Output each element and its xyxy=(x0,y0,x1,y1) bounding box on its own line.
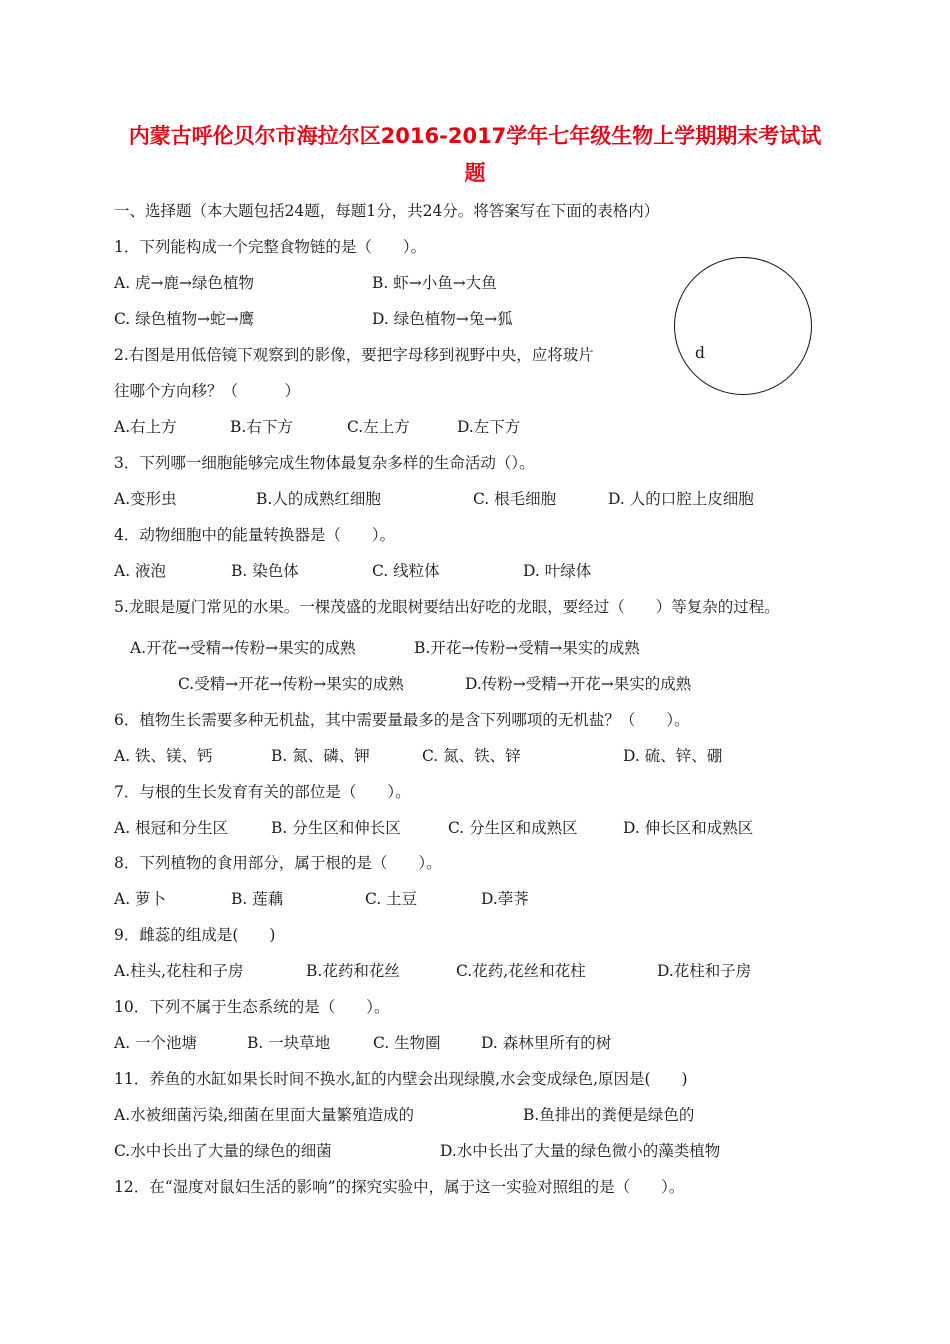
q3-option-d: D. 人的口腔上皮细胞 xyxy=(608,490,754,508)
q9-option-c: C.花药,花丝和花柱 xyxy=(456,962,586,980)
q9-option-d: D.花柱和子房 xyxy=(657,962,752,980)
q10-option-b: B. 一块草地 xyxy=(247,1034,331,1052)
q8-option-c: C. 土豆 xyxy=(365,890,418,908)
q5-option-d: D.传粉→受精→开花→果实的成熟 xyxy=(465,675,692,693)
q4-option-b: B. 染色体 xyxy=(231,562,299,580)
q1-option-d: D. 绿色植物→兔→狐 xyxy=(372,310,513,328)
q11-option-d: D.水中长出了大量的绿色微小的藻类植物 xyxy=(440,1142,721,1160)
q8-option-b: B. 莲藕 xyxy=(231,890,284,908)
document-title-line1: 内蒙古呼伦贝尔市海拉尔区2016-2017学年七年级生物上学期期末考试试 xyxy=(128,124,822,148)
q8-option-a: A. 萝卜 xyxy=(114,890,167,908)
q11-option-b: B.鱼排出的粪便是绿色的 xyxy=(523,1106,695,1124)
q4-option-c: C. 线粒体 xyxy=(372,562,440,580)
q4-option-d: D. 叶绿体 xyxy=(523,562,592,580)
q3-option-a: A.变形虫 xyxy=(114,490,177,508)
q2-option-a: A.右上方 xyxy=(114,418,177,436)
q4-option-a: A. 液泡 xyxy=(114,562,167,580)
q2-option-c: C.左上方 xyxy=(347,418,410,436)
q10-option-c: C. 生物圈 xyxy=(373,1034,441,1052)
q5-option-a: A.开花→受精→传粉→果实的成熟 xyxy=(130,639,356,657)
q7-option-b: B. 分生区和伸长区 xyxy=(271,819,401,837)
q1-option-b: B. 虾→小鱼→大鱼 xyxy=(372,274,497,292)
microscope-view-circle xyxy=(674,257,812,395)
q5-option-b: B.开花→传粉→受精→果实的成熟 xyxy=(414,639,640,657)
q5-stem: 5.龙眼是厦门常见的水果。一棵茂盛的龙眼树要结出好吃的龙眼，要经过（ ）等复杂的过程。 xyxy=(114,598,780,616)
q7-option-a: A. 根冠和分生区 xyxy=(114,819,229,837)
q1-option-a: A. 虎→鹿→绿色植物 xyxy=(114,274,255,292)
q3-option-b: B.人的成熟红细胞 xyxy=(256,490,381,508)
document-title-line2: 题 xyxy=(464,161,486,185)
q3-stem: 3．下列哪一细胞能够完成生物体最复杂多样的生命活动（）。 xyxy=(114,454,535,472)
q6-stem: 6．植物生长需要多种无机盐，其中需要量最多的是含下列哪项的无机盐？（ ）。 xyxy=(114,711,690,729)
q9-option-a: A.柱头,花柱和子房 xyxy=(114,962,244,980)
q10-stem: 10．下列不属于生态系统的是（ ）。 xyxy=(114,998,390,1016)
figure-letter: d xyxy=(695,344,705,362)
q2-option-b: B.右下方 xyxy=(230,418,293,436)
q2-option-d: D.左下方 xyxy=(457,418,521,436)
q9-stem: 9．雌蕊的组成是( ) xyxy=(114,926,276,944)
q8-stem: 8．下列植物的食用部分，属于根的是（ ）。 xyxy=(114,854,442,872)
q7-option-d: D. 伸长区和成熟区 xyxy=(623,819,754,837)
q7-option-c: C. 分生区和成熟区 xyxy=(448,819,578,837)
q9-option-b: B.花药和花丝 xyxy=(306,962,400,980)
q1-stem: 1．下列能构成一个完整食物链的是（ ）。 xyxy=(114,238,427,256)
q4-stem: 4．动物细胞中的能量转换器是（ ）。 xyxy=(114,526,396,544)
q8-option-d: D.荸荠 xyxy=(481,890,529,908)
q6-option-d: D. 硫、锌、硼 xyxy=(623,747,723,765)
q6-option-b: B. 氮、磷、钾 xyxy=(271,747,370,765)
q2-stem-line2: 往哪个方向移？（ ） xyxy=(114,382,301,400)
q11-stem: 11．养鱼的水缸如果长时间不换水,缸的内壁会出现绿膜,水会变成绿色,原因是( ) xyxy=(114,1070,688,1088)
section-heading: 一、选择题（本大题包括24题，每题1分，共24分。将答案写在下面的表格内） xyxy=(114,202,660,220)
q12-stem: 12．在“湿度对鼠妇生活的影响”的探究实验中，属于这一实验对照组的是（ ）。 xyxy=(114,1178,685,1196)
q7-stem: 7．与根的生长发育有关的部位是（ ）。 xyxy=(114,783,411,801)
q2-stem-line1: 2.右图是用低倍镜下观察到的影像，要把字母移到视野中央，应将玻片 xyxy=(114,346,594,364)
q11-option-a: A.水被细菌污染,细菌在里面大量繁殖造成的 xyxy=(114,1106,415,1124)
q3-option-c: C. 根毛细胞 xyxy=(473,490,557,508)
q5-option-c: C.受精→开花→传粉→果实的成熟 xyxy=(178,675,404,693)
q6-option-c: C. 氮、铁、锌 xyxy=(422,747,521,765)
q1-option-c: C. 绿色植物→蛇→鹰 xyxy=(114,310,255,328)
q11-option-c: C.水中长出了大量的绿色的细菌 xyxy=(114,1142,332,1160)
q10-option-a: A. 一个池塘 xyxy=(114,1034,198,1052)
q6-option-a: A. 铁、镁、钙 xyxy=(114,747,213,765)
q10-option-d: D. 森林里所有的树 xyxy=(481,1034,612,1052)
